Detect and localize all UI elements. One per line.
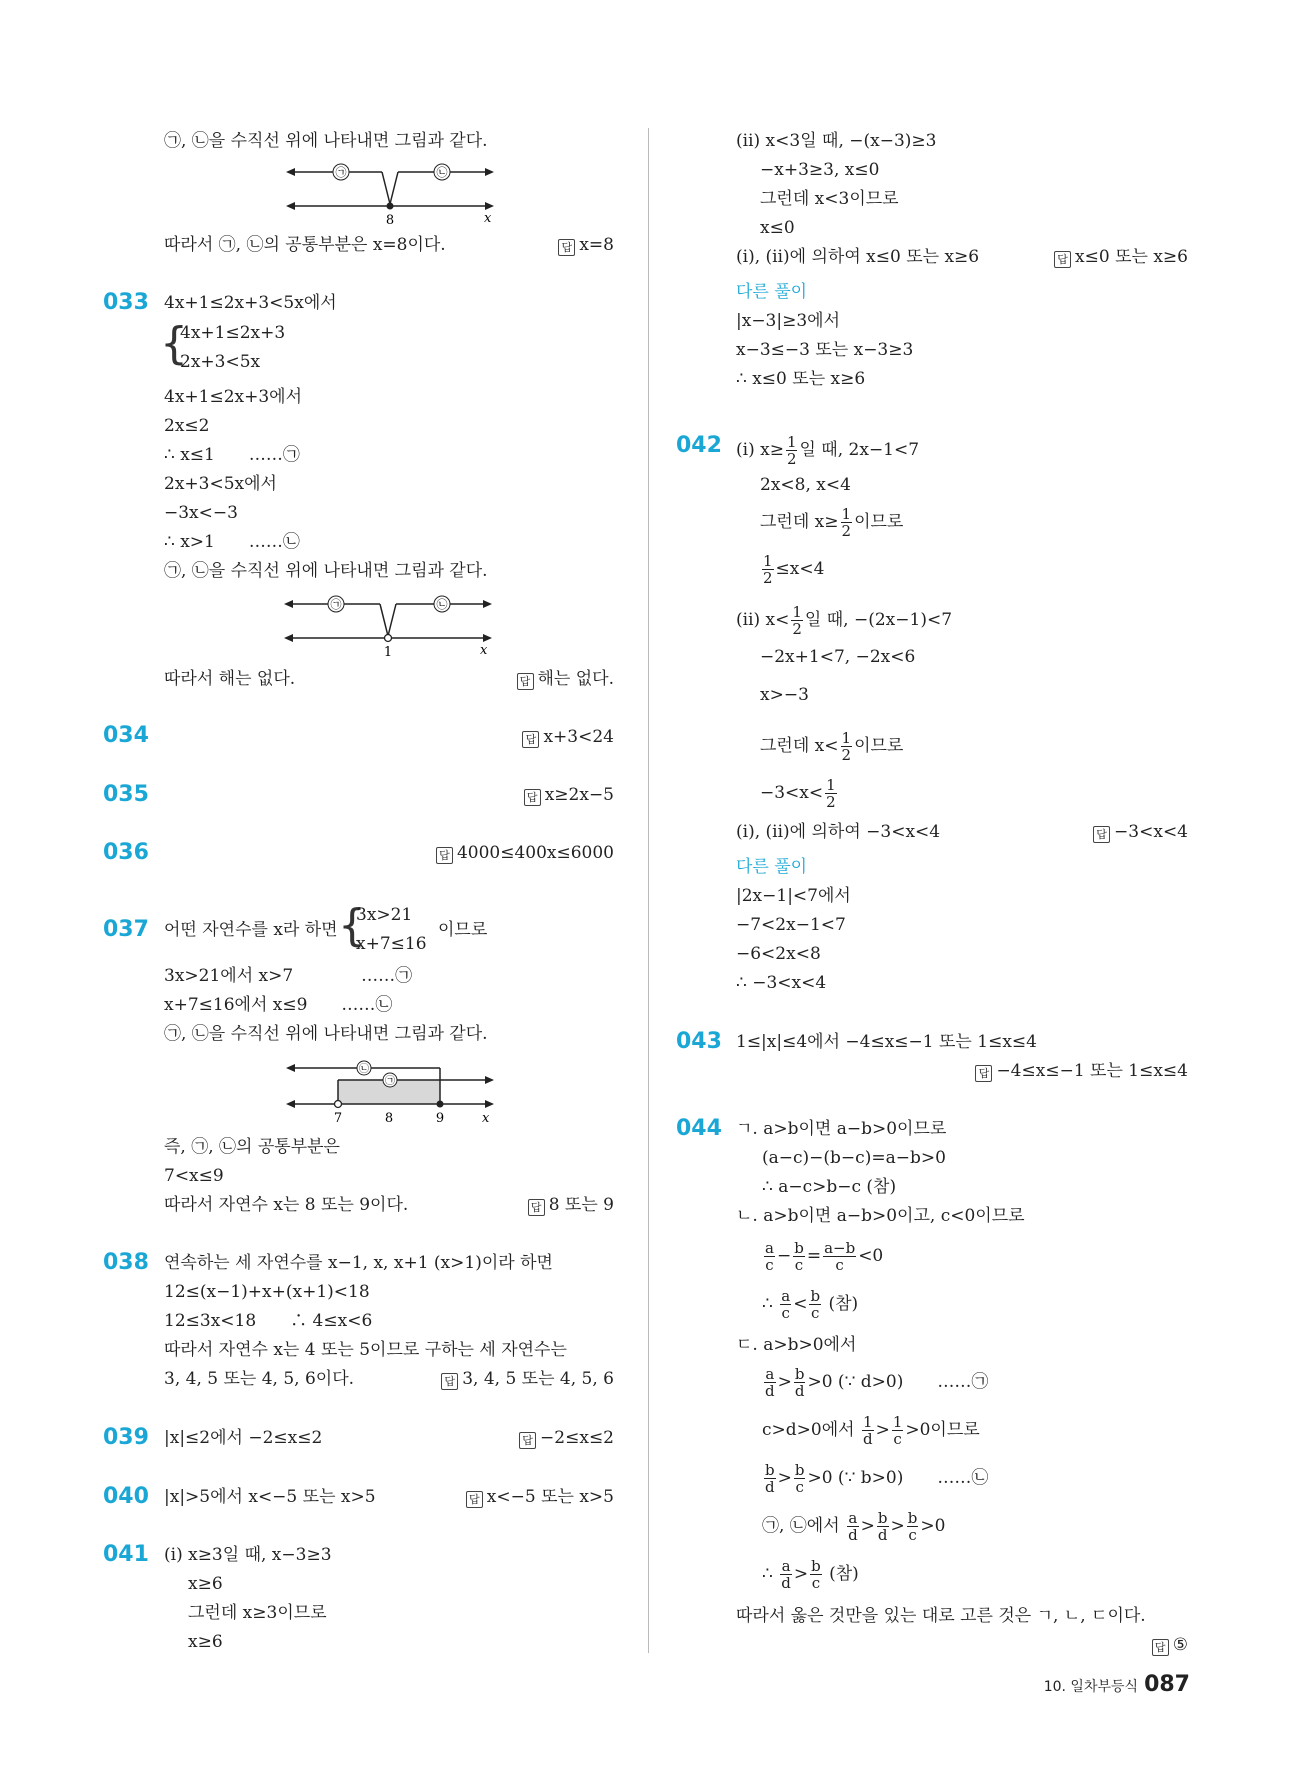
text-line: ∴ −3<x<4 xyxy=(736,973,827,993)
text-line: 2x+3<5x xyxy=(180,352,261,372)
diagram-label: ㉡ xyxy=(359,1064,369,1075)
text-line: 4x+1≤2x+3에서 xyxy=(164,387,303,407)
problem-number-043: 043 xyxy=(676,1029,722,1054)
answer-mark-icon: 답 xyxy=(436,847,453,864)
fraction: $\frac{b}{c}$ xyxy=(810,1287,821,1322)
diagram-label: x xyxy=(482,1111,490,1126)
text-line: 어떤 자연수를 x라 하면 xyxy=(164,920,338,940)
fraction: $\frac{a-b}{c}$ xyxy=(824,1239,856,1274)
answer-035: 답 x≥2x−5 xyxy=(524,784,614,806)
text-line: 4x+1≤2x+3 xyxy=(180,323,286,343)
text-line: (ⅰ) x≥ $\frac{1}{2}$ 일 때, 2x−1<7 xyxy=(736,433,920,468)
fraction: $\frac{a}{c}$ xyxy=(781,1287,791,1322)
text-line: 연속하는 세 자연수를 x−1, x, x+1 (x>1)이라 하면 xyxy=(164,1253,553,1273)
problem-number-037: 037 xyxy=(103,917,149,942)
page-footer xyxy=(1044,1672,1190,1697)
text-line: ㉠, ㉡을 수직선 위에 나타내면 그림과 같다. xyxy=(164,131,488,151)
text-line: ㄴ. a>b이면 a−b>0이고, c<0이므로 xyxy=(736,1206,1025,1226)
answer-mark-icon: 답 xyxy=(519,1432,536,1449)
alternate-solution-label: 다른 풀이 xyxy=(736,857,808,877)
text-line: $\frac{a}{d}$ > $\frac{b}{d}$ >0 (∵ d>0) ……㉠ xyxy=(765,1365,989,1400)
answer-mark-icon: 답 xyxy=(975,1065,992,1082)
text-line: −3x<−3 xyxy=(164,503,238,523)
text-line: ∴ x>1 ……㉡ xyxy=(164,532,300,552)
text-line: x−3≤−3 또는 x−3≥3 xyxy=(736,340,914,360)
answer-mark-icon: 답 xyxy=(558,239,575,256)
answer-036: 답 4000≤400x≤6000 xyxy=(436,842,614,864)
text-line: 2x<8, x<4 xyxy=(760,475,851,495)
problem-number-034: 034 xyxy=(103,723,149,748)
fraction: $\frac{a}{d}$ xyxy=(765,1365,775,1400)
text-line: ㄱ. a>b이면 a−b>0이므로 xyxy=(736,1119,947,1139)
text-line: |x−3|≥3에서 xyxy=(736,311,841,331)
chapter-title: 10. 일차부등식 xyxy=(1043,1679,1139,1695)
answer-mark-icon: 답 xyxy=(528,1199,545,1216)
answer-038: 답 3, 4, 5 또는 4, 5, 6 xyxy=(441,1368,614,1390)
text-line: 12≤3x<18 ∴ 4≤x<6 xyxy=(164,1311,373,1331)
text-line: x≥6 xyxy=(188,1632,223,1652)
fraction: $\frac{1}{d}$ xyxy=(862,1413,873,1448)
problem-number-039: 039 xyxy=(103,1425,149,1450)
text-line: 그런데 x≥3이므로 xyxy=(188,1603,327,1623)
fraction: $\frac{b}{d}$ xyxy=(794,1365,805,1400)
page-number: 087 xyxy=(1144,1672,1190,1697)
text-line: 3x>21에서 x>7 ……㉠ xyxy=(164,966,413,986)
text-line: ∴ $\frac{a}{d}$ > $\frac{b}{c}$ (참) xyxy=(762,1557,859,1592)
problem-number-041: 041 xyxy=(103,1542,149,1567)
text-line: ㄷ. a>b>0에서 xyxy=(736,1335,857,1355)
text-line: 그런데 x< $\frac{1}{2}$ 이므로 xyxy=(760,729,904,764)
system-brace: { xyxy=(338,900,366,951)
diagram-label: ㉠ xyxy=(385,1076,395,1087)
text-line: (ⅰ), (ⅱ)에 의하여 x≤0 또는 x≥6 xyxy=(736,247,980,267)
text-line: c>d>0에서 $\frac{1}{d}$ > $\frac{1}{c}$ >0이므로 xyxy=(762,1413,980,1448)
answer-039: 답 −2≤x≤2 xyxy=(519,1427,614,1449)
text-line: −2x+1<7, −2x<6 xyxy=(760,647,916,667)
fraction: $\frac{a}{d}$ xyxy=(848,1509,858,1544)
text-line: |x|>5에서 x<−5 또는 x>5 xyxy=(164,1487,376,1507)
text-line: 따라서 해는 없다. xyxy=(164,669,296,689)
fraction: $\frac{b}{c}$ xyxy=(907,1509,918,1544)
diagram-label: x xyxy=(484,211,492,226)
text-line: 2x≤2 xyxy=(164,416,210,436)
text-line: 2x+3<5x에서 xyxy=(164,474,277,494)
answer-mark-icon: 답 xyxy=(524,789,541,806)
text-line: −x+3≥3, x≤0 xyxy=(760,160,880,180)
text-line: 이므로 xyxy=(438,920,488,940)
text-line: $\frac{b}{d}$ > $\frac{b}{c}$ >0 (∵ b>0) ……㉡ xyxy=(765,1461,989,1496)
fraction: $\frac{1}{2}$ xyxy=(841,505,852,540)
text-line: 따라서 자연수 x는 4 또는 5이므로 구하는 세 자연수는 xyxy=(164,1340,567,1360)
answer-mark-icon: 답 xyxy=(1093,826,1110,843)
diagram-label: ㉡ xyxy=(436,166,448,179)
text-line: 따라서 자연수 x는 8 또는 9이다. xyxy=(164,1195,409,1215)
text-line: 7<x≤9 xyxy=(164,1166,224,1186)
text-line: ∴ x≤1 ……㉠ xyxy=(164,445,300,465)
fraction: $\frac{1}{c}$ xyxy=(892,1413,903,1448)
problem-number-038: 038 xyxy=(103,1250,149,1275)
fraction: $\frac{a}{d}$ xyxy=(781,1557,791,1592)
text-line: 그런데 x≥ $\frac{1}{2}$ 이므로 xyxy=(760,505,904,540)
text-line: |2x−1|<7에서 xyxy=(736,886,851,906)
answer-033: 답 해는 없다. xyxy=(517,668,615,690)
problem-number-044: 044 xyxy=(676,1116,722,1141)
text-line: 3, 4, 5 또는 4, 5, 6이다. xyxy=(164,1369,355,1389)
text-line: x>−3 xyxy=(760,685,809,705)
text-line: |x|≤2에서 −2≤x≤2 xyxy=(164,1428,323,1448)
fraction: $\frac{1}{2}$ xyxy=(763,552,773,587)
diagram-label: 8 xyxy=(385,213,395,226)
answer-mark-icon: 답 xyxy=(517,673,534,690)
text-line: $\frac{1}{2}$ ≤x<4 xyxy=(763,552,825,587)
fraction: $\frac{b}{c}$ xyxy=(794,1239,804,1274)
text-line: 그런데 x<3이므로 xyxy=(760,189,899,209)
problem-number-035: 035 xyxy=(103,782,149,807)
column-divider xyxy=(648,128,649,1653)
fraction: $\frac{b}{d}$ xyxy=(765,1461,775,1496)
answer-037: 답 8 또는 9 xyxy=(528,1194,614,1216)
fraction: $\frac{1}{2}$ xyxy=(786,433,797,468)
text-line: x≥6 xyxy=(188,1574,223,1594)
text-line: $\frac{a}{c}$ − $\frac{b}{c}$ = $\frac{a-b}{c}$ <0 xyxy=(765,1239,884,1274)
text-line: (ⅰ) x≥3일 때, x−3≥3 xyxy=(164,1545,332,1565)
answer-044: 답 ⑤ xyxy=(1152,1634,1188,1656)
text-line: ㉠, ㉡에서 $\frac{a}{d}$ > $\frac{b}{d}$ > $\frac{b}{c}$ >0 xyxy=(762,1509,946,1544)
text-line: ㉠, ㉡을 수직선 위에 나타내면 그림과 같다. xyxy=(164,1024,488,1044)
problem-number-042: 042 xyxy=(676,433,722,458)
text-line: ∴ a−c>b−c (참) xyxy=(762,1177,897,1197)
fraction: $\frac{b}{d}$ xyxy=(877,1509,888,1544)
text-line: (ⅱ) x< $\frac{1}{2}$ 일 때, −(2x−1)<7 xyxy=(736,603,953,638)
answer-mark-icon: 답 xyxy=(1152,1639,1169,1656)
text-line: x+7≤16에서 x≤9 ……㉡ xyxy=(164,995,393,1015)
text-line: ∴ x≤0 또는 x≥6 xyxy=(736,369,866,389)
system-brace: { xyxy=(160,318,188,369)
fraction: $\frac{1}{2}$ xyxy=(841,729,852,764)
number-line-diagram-1 xyxy=(286,160,496,226)
text-line: −7<2x−1<7 xyxy=(736,915,846,935)
answer-mark-icon: 답 xyxy=(522,731,539,748)
text-line: 3x>21 xyxy=(356,905,413,925)
text-line: ㉠, ㉡을 수직선 위에 나타내면 그림과 같다. xyxy=(164,561,488,581)
diagram-label: ㉡ xyxy=(436,598,448,611)
answer-043: 답 −4≤x≤−1 또는 1≤x≤4 xyxy=(975,1060,1188,1082)
text-line: 즉, ㉠, ㉡의 공통부분은 xyxy=(164,1137,340,1157)
text-line: (ⅱ) x<3일 때, −(x−3)≥3 xyxy=(736,131,937,151)
answer-040: 답 x<−5 또는 x>5 xyxy=(466,1486,614,1508)
fraction: $\frac{a}{c}$ xyxy=(765,1239,774,1274)
text-line: 따라서 옳은 것만을 있는 대로 고른 것은 ㄱ, ㄴ, ㄷ이다. xyxy=(736,1606,1146,1626)
text-line: x+7≤16 xyxy=(356,934,427,954)
problem-number-040: 040 xyxy=(103,1484,149,1509)
problem-number-036: 036 xyxy=(103,840,149,865)
number-line-diagram-3 xyxy=(286,1054,496,1126)
text-line: 4x+1≤2x+3<5x에서 xyxy=(164,293,337,313)
fraction: $\frac{b}{c}$ xyxy=(794,1461,805,1496)
text-line: x≤0 xyxy=(760,218,795,238)
diagram-label: 9 xyxy=(435,1111,445,1126)
alternate-solution-label: 다른 풀이 xyxy=(736,282,808,302)
text-line: −3<x< $\frac{1}{2}$ xyxy=(760,776,836,811)
fraction: $\frac{1}{2}$ xyxy=(792,603,802,638)
text-line: 따라서 ㉠, ㉡의 공통부분은 x=8이다. xyxy=(164,235,446,255)
fraction: $\frac{b}{c}$ xyxy=(811,1557,821,1592)
text-line: ∴ $\frac{a}{c}$ < $\frac{b}{c}$ (참) xyxy=(762,1287,859,1322)
number-line-diagram-2 xyxy=(284,592,494,658)
text-line: (ⅰ), (ⅱ)에 의하여 −3<x<4 xyxy=(736,822,941,842)
text-line: (a−c)−(b−c)=a−b>0 xyxy=(762,1148,946,1168)
diagram-label: 1 xyxy=(383,645,393,658)
diagram-label: ㉠ xyxy=(335,166,347,179)
answer-032: 답 x=8 xyxy=(558,234,614,256)
diagram-label: 8 xyxy=(384,1111,394,1126)
diagram-label: x xyxy=(480,643,488,658)
diagram-label: ㉠ xyxy=(330,598,342,611)
answer-mark-icon: 답 xyxy=(1054,251,1071,268)
answer-034: 답 x+3<24 xyxy=(522,726,614,748)
problem-number-033: 033 xyxy=(103,290,149,315)
answer-042: 답 −3<x<4 xyxy=(1093,821,1188,843)
answer-mark-icon: 답 xyxy=(441,1373,458,1390)
answer-041: 답 x≤0 또는 x≥6 xyxy=(1054,246,1188,268)
text-line: −6<2x<8 xyxy=(736,944,821,964)
text-line: 1≤|x|≤4에서 −4≤x≤−1 또는 1≤x≤4 xyxy=(736,1032,1037,1052)
fraction: $\frac{1}{2}$ xyxy=(826,776,836,811)
answer-mark-icon: 답 xyxy=(466,1491,483,1508)
diagram-label: 7 xyxy=(333,1111,343,1126)
text-line: 12≤(x−1)+x+(x+1)<18 xyxy=(164,1282,370,1302)
